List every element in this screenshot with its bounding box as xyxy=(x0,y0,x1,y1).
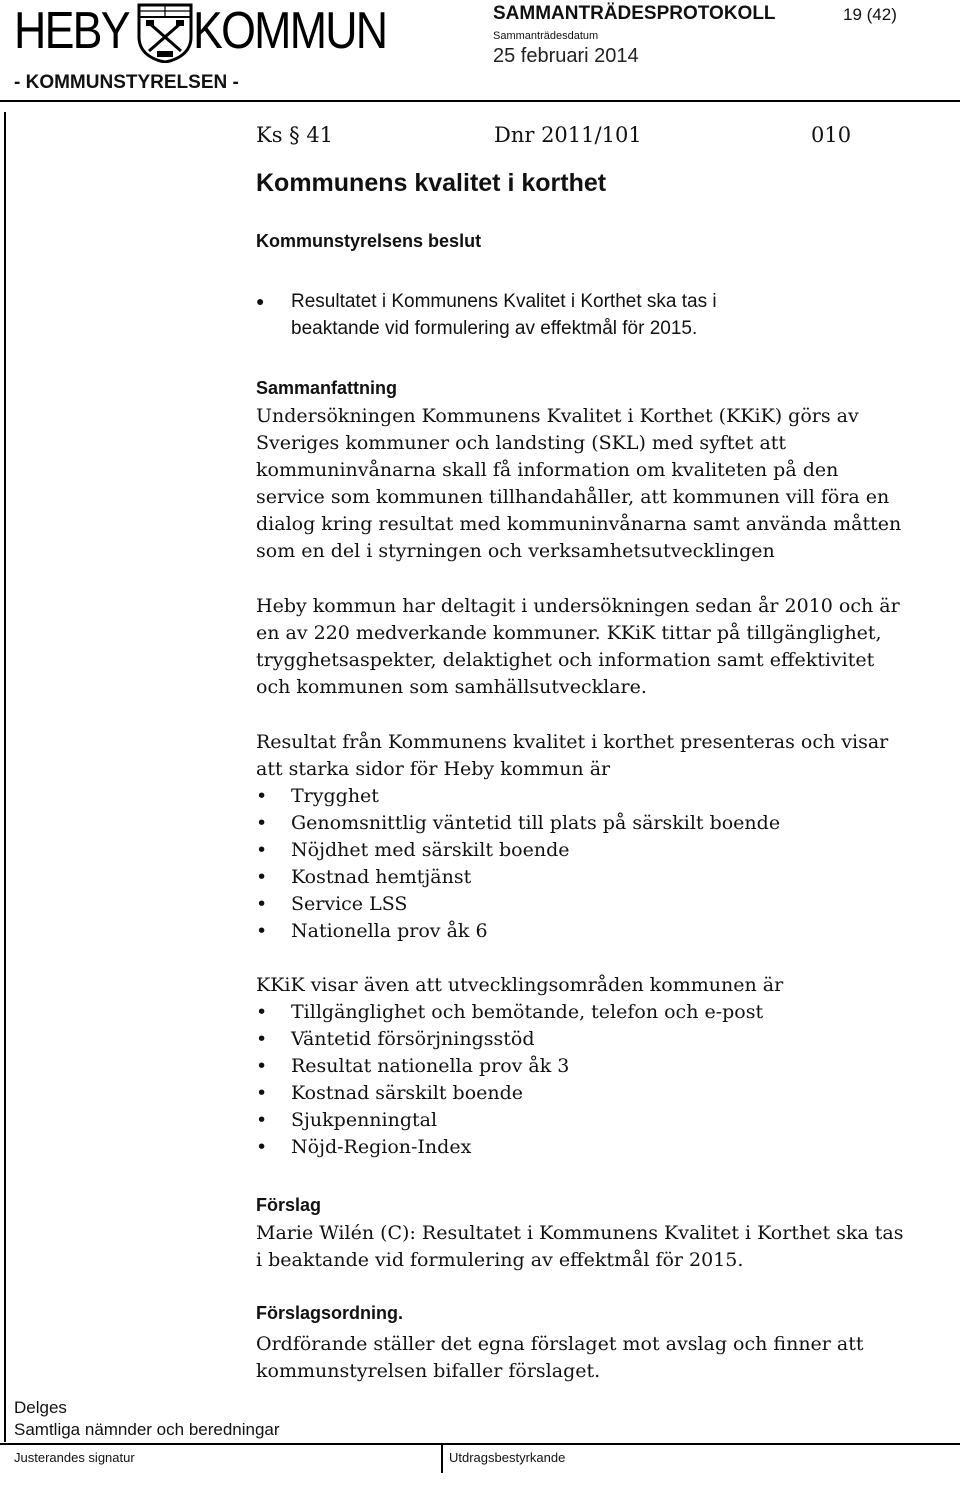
distribution-label: Delges xyxy=(14,1398,67,1417)
case-dnr: Dnr 2011/101 xyxy=(494,123,642,147)
department-name: - KOMMUNSTYRELSEN - xyxy=(14,72,239,93)
bullet-icon: • xyxy=(256,1001,268,1023)
bullet-icon: • xyxy=(256,920,268,942)
left-margin-line xyxy=(4,112,6,1442)
meeting-date-label: Sammanträdesdatum xyxy=(493,30,599,42)
bullet-icon: • xyxy=(256,1055,268,1077)
paragraph-line: service som kommunen tillhandahåller, att kommunen vill föra en xyxy=(256,486,890,508)
paragraph-line: kommuninvånarna skall få information om kvaliteten på den xyxy=(256,459,839,481)
decision-text-line1: Resultatet i Kommunens Kvalitet i Korthet ska tas i xyxy=(291,291,717,312)
municipal-crest-icon xyxy=(137,3,193,63)
proposal-line1: Marie Wilén (C): Resultatet i Kommunens Kvalitet i Korthet ska tas xyxy=(256,1222,904,1244)
case-number: Ks § 41 xyxy=(256,123,334,147)
bullet-icon: • xyxy=(256,1136,268,1158)
decision-heading: Kommunstyrelsens beslut xyxy=(256,231,482,251)
certification-label: Utdragsbestyrkande xyxy=(449,1450,566,1465)
bullet-icon: • xyxy=(256,1109,268,1131)
bullet-icon: • xyxy=(256,866,268,888)
bullet-icon: • xyxy=(256,839,268,861)
header-divider xyxy=(0,100,960,102)
case-code: 010 xyxy=(811,123,852,147)
bullet-icon: • xyxy=(256,1082,268,1104)
improvements-intro: KKiK visar även att utvecklingsområden kommunen är xyxy=(256,974,784,996)
bullet-icon: • xyxy=(256,893,268,915)
paragraph-line: dialog kring resultat med kommuninvånarna samt använda måtten xyxy=(256,513,902,535)
paragraph-line: Heby kommun har deltagit i undersökningen sedan år 2010 och är xyxy=(256,595,900,617)
logo-heby-text: HEBY xyxy=(14,2,129,60)
footer-divider xyxy=(0,1443,960,1445)
bullet-icon: • xyxy=(256,1028,268,1050)
paragraph-line: Resultat från Kommunens kvalitet i korthet presenteras och visar xyxy=(256,731,889,753)
case-title: Kommunens kvalitet i korthet xyxy=(256,169,607,197)
bullet-icon: • xyxy=(256,785,268,807)
proposal-order-line1: Ordförande ställer det egna förslaget mot avslag och finner att xyxy=(256,1333,864,1355)
paragraph-line: och kommunen som samhällsutvecklare. xyxy=(256,676,647,698)
page-number: 19 (42) xyxy=(843,5,897,24)
proposal-order-heading: Förslagsordning. xyxy=(256,1303,404,1323)
logo-kommun-text: KOMMUN xyxy=(193,2,387,60)
bullet-icon: ● xyxy=(256,293,265,309)
paragraph-line: en av 220 medverkande kommuner. KKiK tittar på tillgänglighet, xyxy=(256,622,882,644)
signature-label: Justerandes signatur xyxy=(14,1450,135,1465)
paragraph-line: som en del i styrningen och verksamhetsutvecklingen xyxy=(256,540,775,562)
proposal-order-line2: kommunstyrelsen bifaller förslaget. xyxy=(256,1360,601,1382)
meeting-date: 25 februari 2014 xyxy=(493,45,639,67)
summary-heading: Sammanfattning xyxy=(256,378,398,398)
footer-column-divider xyxy=(441,1443,443,1473)
paragraph-line: Undersökningen Kommunens Kvalitet i Korthet (KKiK) görs av xyxy=(256,405,859,427)
paragraph-line: Sveriges kommuner och landsting (SKL) med syftet att xyxy=(256,432,787,454)
proposal-heading: Förslag xyxy=(256,1195,322,1215)
distribution-value: Samtliga nämnder och beredningar xyxy=(14,1420,280,1439)
paragraph-line: trygghetsaspekter, delaktighet och information samt effektivitet xyxy=(256,649,875,671)
proposal-line2: i beaktande vid formulering av effektmål för 2015. xyxy=(256,1249,744,1271)
bullet-icon: • xyxy=(256,812,268,834)
paragraph-line: att starka sidor för Heby kommun är xyxy=(256,758,611,780)
decision-text-line2: beaktande vid formulering av effektmål för 2015. xyxy=(291,318,698,339)
document-type: SAMMANTRÄDESPROTOKOLL xyxy=(493,3,776,24)
